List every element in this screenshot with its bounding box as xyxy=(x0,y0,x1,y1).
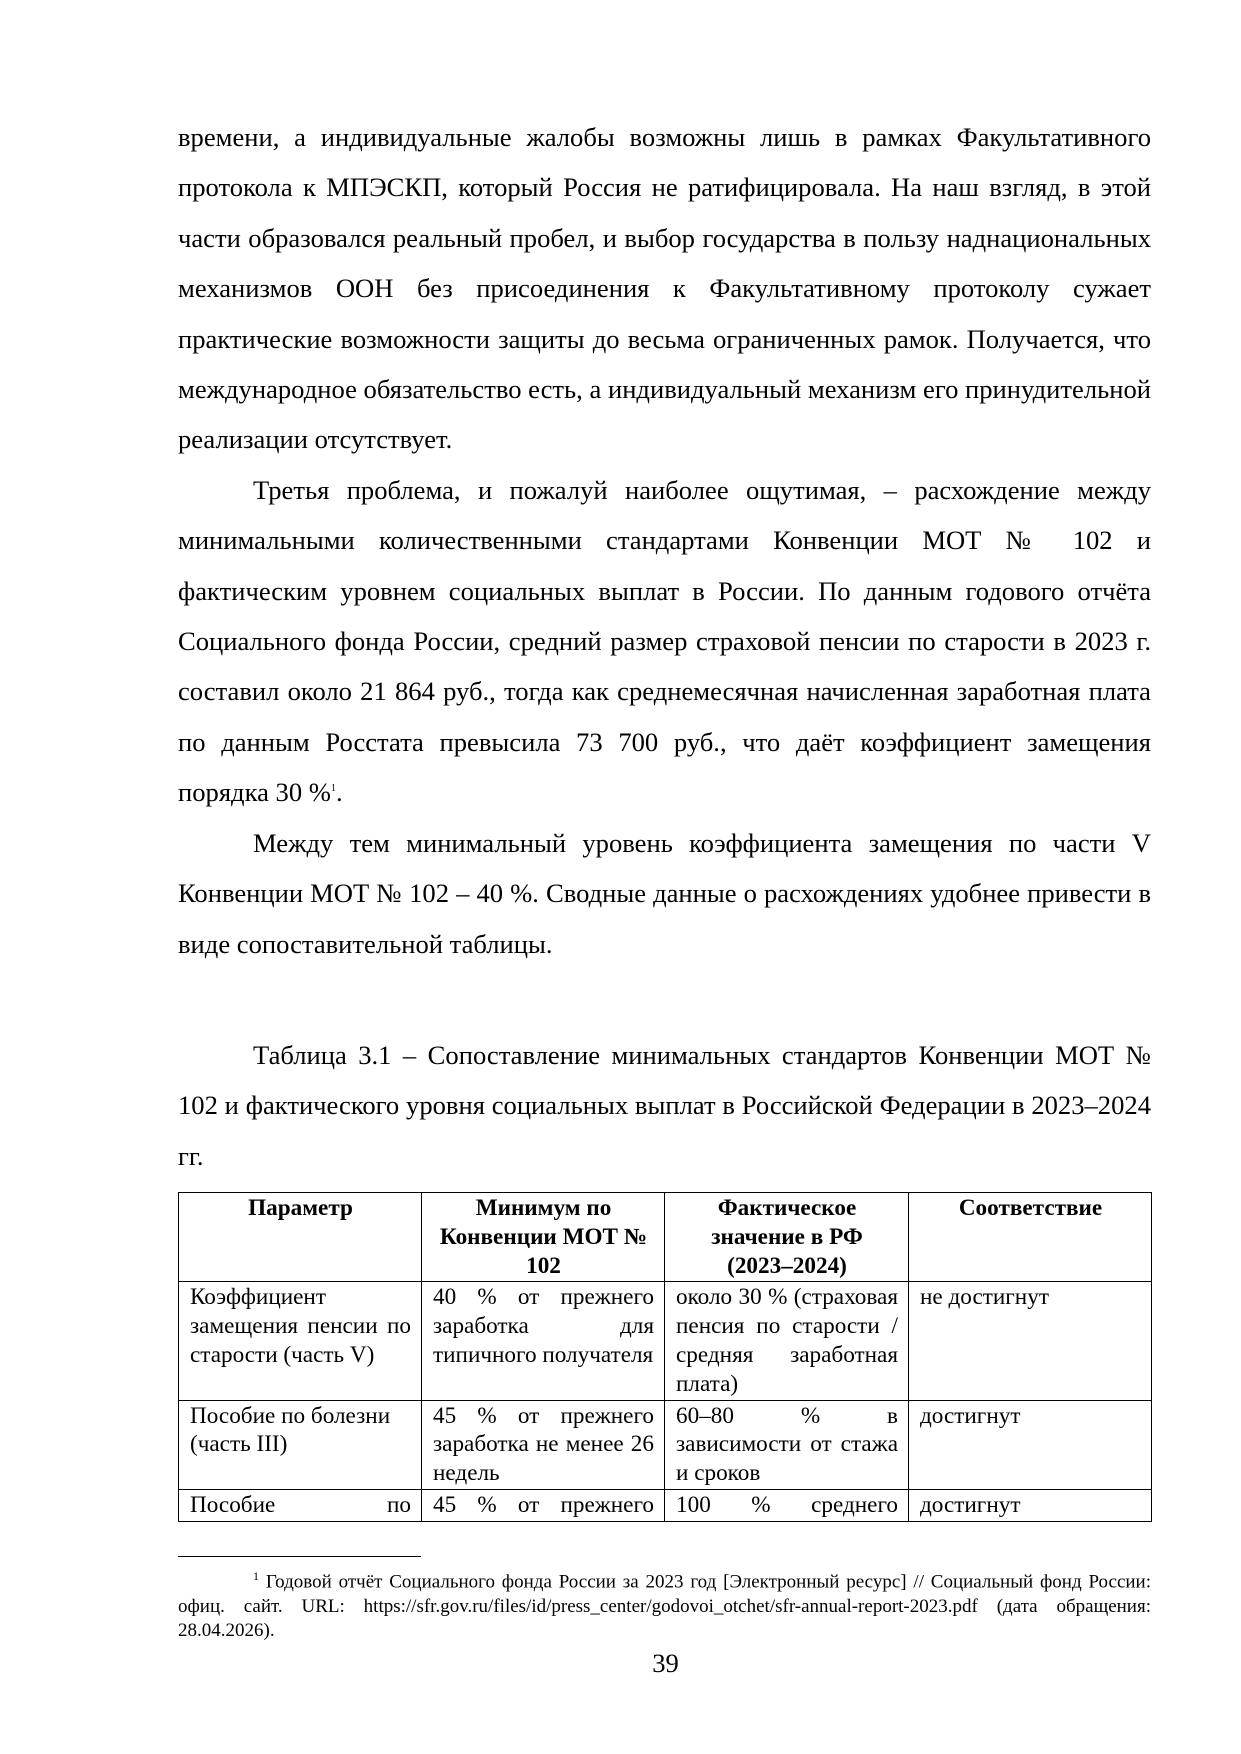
table-cell: 40 % от прежнего заработка для типичного получателя xyxy=(422,1282,665,1400)
header-compliance: Соответствие xyxy=(909,1193,1152,1282)
footnote-marker: 1 xyxy=(253,1569,259,1583)
paragraph-2 xyxy=(178,465,1151,818)
footnote-text: Годовой отчёт Социального фонда России за 2023 год [Электронный ресурс] // Социальный фонд России: офиц. сайт. URL: https://sfr.gov.ru/files/id/press_center/godovoi_otchet/sfr-annual-report-2023.pdf (дата обращения: 28.04.2026). xyxy=(178,1571,1151,1642)
header-actual-value: Фактическое значение в РФ (2023–2024) xyxy=(665,1193,909,1282)
page-number: 39 xyxy=(652,1648,679,1678)
table-cell: Пособие по xyxy=(179,1489,422,1521)
table-cell: 45 % от прежнего xyxy=(422,1489,665,1521)
table-header-row xyxy=(179,1193,1152,1282)
comparison-table xyxy=(178,1192,1152,1522)
body-text xyxy=(178,112,1151,969)
table-cell: достигнут xyxy=(909,1400,1152,1489)
paragraph-2-end: . xyxy=(335,777,343,808)
table-row xyxy=(179,1400,1152,1489)
paragraph-3: Между тем минимальный уровень коэффициента замещения по части V Конвенции МОТ № 102 – 40 %. Сводные данные о расхождениях удобнее привести в виде сопоставительной таблицы. xyxy=(178,827,1151,959)
table-cell: 100 % среднего xyxy=(665,1489,909,1521)
paragraph-2-text: Третья проблема, и пожалуй наиболее ощутимая, – расхождение между минимальными количественными стандартами Конвенции МОТ № 102 и фактическим уровнем социальных выплат в России. По данным годового отчёта Социального фонда России, средний размер страховой пенсии по старости в 2023 г. составил около 21 864 руб., тогда как среднемесячная начисленная заработная плата по данным Росстата превысила 73 700 руб., что даёт коэффициент замещения порядка 30 % xyxy=(178,474,1151,808)
table-cell: 60–80 % в зависимости от стажа и сроков xyxy=(665,1400,909,1489)
footnote xyxy=(178,1564,1151,1644)
table-cell: не достигнут xyxy=(909,1282,1152,1400)
table-cell: достигнут xyxy=(909,1489,1152,1521)
table-caption: Таблица 3.1 – Сопоставление минимальных стандартов Конвенции МОТ № 102 и фактического уровня социальных выплат в Российской Федерации в 2023–2024 гг. xyxy=(178,1040,1151,1171)
table-cell: Пособие по болезни (часть III) xyxy=(179,1400,422,1489)
table-cell: Коэффициент замещения пенсии по старости (часть V) xyxy=(179,1282,422,1400)
footnote-separator xyxy=(178,1556,421,1557)
header-ilo-minimum: Минимум по Конвенции МОТ № 102 xyxy=(422,1193,665,1282)
header-parameter: Параметр xyxy=(179,1193,422,1282)
table-row xyxy=(179,1489,1152,1521)
footnote-reference[interactable]: 1 xyxy=(330,783,336,795)
table-cell: 45 % от прежнего заработка не менее 26 недель xyxy=(422,1400,665,1489)
paragraph-1: времени, а индивидуальные жалобы возможны лишь в рамках Факультативного протокола к МПЭСКП, который Россия не ратифицировала. На наш взгляд, в этой части образовался реальный пробел, и выбор государства в пользу наднациональных механизмов ООН без присоединения к Факультативному протоколу сужает практические возможности защиты до весьма ограниченных рамок. Получается, что международное обязательство есть, а индивидуальный механизм его принудительной реализации отсутствует. xyxy=(178,122,1151,455)
table-row xyxy=(179,1282,1152,1400)
table-cell: около 30 % (страховая пенсия по старости / средняя заработная плата) xyxy=(665,1282,909,1400)
